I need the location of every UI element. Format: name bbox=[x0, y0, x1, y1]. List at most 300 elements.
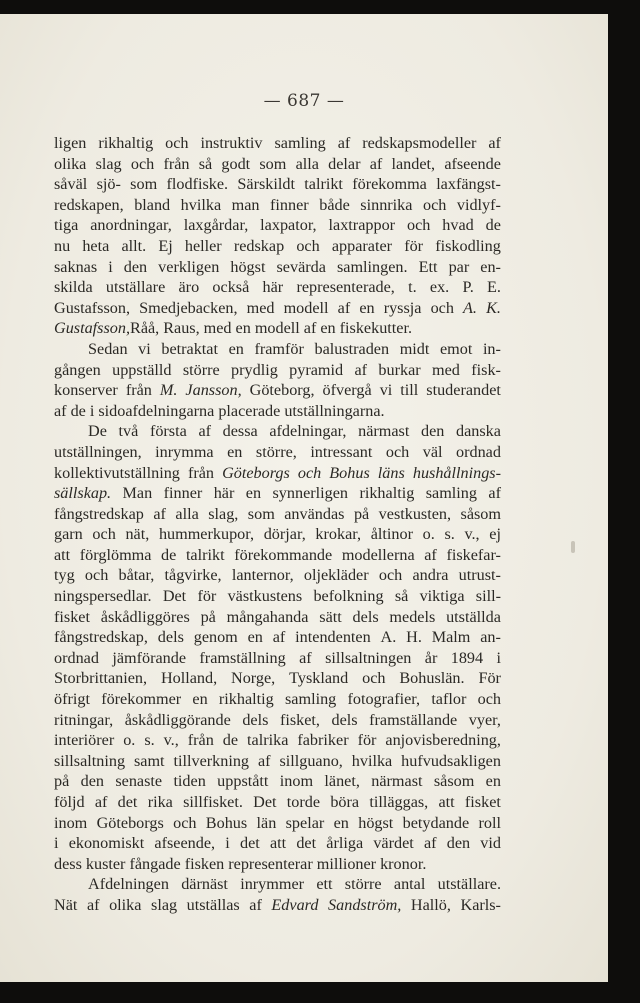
italic-word: Edvard bbox=[271, 895, 319, 914]
italic-word: läns bbox=[377, 463, 405, 482]
text-line bbox=[54, 833, 501, 854]
word: öfvergå bbox=[322, 381, 372, 400]
word: vestkusten, bbox=[378, 504, 452, 523]
text-line bbox=[54, 195, 501, 216]
word: vi bbox=[138, 339, 151, 358]
word: t. bbox=[408, 278, 417, 297]
word: de bbox=[161, 545, 177, 564]
word: prydlig bbox=[231, 360, 278, 379]
word: från bbox=[125, 381, 152, 400]
word: och bbox=[378, 566, 403, 585]
word: och bbox=[173, 813, 197, 832]
word: af bbox=[337, 298, 351, 317]
word: med bbox=[432, 360, 460, 379]
word: såsom bbox=[460, 504, 501, 523]
word: Storbrittanien, bbox=[54, 669, 148, 688]
word: sillsaltning bbox=[54, 751, 126, 770]
word: krokar, bbox=[315, 525, 362, 544]
text-line bbox=[54, 339, 501, 360]
text-line bbox=[54, 421, 501, 442]
word: ekonomiskt bbox=[68, 834, 145, 853]
word: interiörer bbox=[54, 731, 115, 750]
word: representerade, bbox=[296, 278, 395, 297]
word: godt bbox=[221, 154, 251, 173]
word: förekomma bbox=[352, 175, 427, 194]
text-line bbox=[54, 751, 501, 772]
word: Det bbox=[253, 793, 277, 811]
word: taflor bbox=[431, 690, 467, 709]
word: Råå, bbox=[130, 319, 160, 338]
italic-word: K. bbox=[486, 298, 501, 317]
word: För bbox=[478, 669, 501, 688]
word: uppstått bbox=[217, 772, 269, 791]
word: saknas bbox=[54, 257, 98, 276]
word: af bbox=[423, 834, 437, 853]
word: de bbox=[485, 216, 501, 235]
body-text bbox=[54, 133, 501, 916]
word: åltinor bbox=[370, 525, 413, 544]
word: en bbox=[333, 813, 349, 832]
word: anordningar, bbox=[90, 216, 172, 235]
word: inom bbox=[54, 813, 88, 832]
word: talrikt bbox=[185, 545, 225, 564]
word: Holland, bbox=[160, 669, 218, 688]
word: Man bbox=[122, 484, 153, 503]
word: heller bbox=[184, 236, 222, 255]
word: o. bbox=[123, 731, 136, 750]
word: dels bbox=[242, 710, 269, 729]
word: dörjar, bbox=[263, 525, 306, 544]
word: instruktiv bbox=[200, 134, 263, 152]
text-line bbox=[54, 133, 501, 154]
word: fisket, bbox=[279, 710, 320, 729]
word: hufvudsakligen bbox=[401, 751, 501, 770]
word: fabriker bbox=[297, 731, 349, 750]
word: andra bbox=[412, 566, 449, 585]
word: värdet bbox=[373, 834, 414, 853]
text-line bbox=[54, 524, 501, 545]
word: inrymmer bbox=[240, 875, 305, 894]
page-number: — 687 — bbox=[263, 91, 345, 111]
word: samling bbox=[425, 484, 477, 503]
word: antal bbox=[393, 875, 426, 894]
word: som bbox=[247, 504, 275, 523]
word: tillverkning bbox=[173, 751, 250, 770]
word: år bbox=[424, 648, 438, 667]
text-line bbox=[54, 463, 501, 484]
word: Afdelningen bbox=[88, 875, 169, 894]
word: en bbox=[245, 484, 262, 503]
word: konserver bbox=[54, 381, 118, 400]
word: i bbox=[54, 834, 59, 853]
word: laxtrappor bbox=[328, 216, 396, 235]
word: apparater bbox=[331, 236, 393, 255]
word: betraktat bbox=[161, 339, 218, 358]
italic-word: sällskap. bbox=[54, 484, 112, 503]
word: Malm bbox=[431, 628, 471, 647]
word: Norge, bbox=[231, 669, 276, 688]
word: af bbox=[198, 422, 212, 441]
word: en bbox=[192, 690, 208, 709]
word: intendenten bbox=[295, 628, 371, 647]
word: vid bbox=[480, 834, 501, 853]
word: anjovisberedning, bbox=[385, 731, 501, 750]
word: danska bbox=[456, 422, 501, 441]
word: lanternor, bbox=[231, 566, 294, 585]
text-line bbox=[54, 627, 501, 648]
word: som bbox=[259, 154, 287, 173]
word: af bbox=[249, 895, 262, 914]
word: De bbox=[88, 422, 107, 441]
word: medels bbox=[389, 607, 436, 626]
word: Ej bbox=[158, 236, 173, 255]
word: följd bbox=[54, 793, 85, 811]
word: den bbox=[446, 834, 471, 853]
word: utställare. bbox=[437, 875, 501, 894]
text-line bbox=[54, 792, 501, 813]
word: nu bbox=[54, 236, 71, 255]
word: gången bbox=[54, 360, 101, 379]
word: H. bbox=[406, 628, 422, 647]
word: till bbox=[400, 381, 419, 400]
word: emot bbox=[439, 339, 473, 358]
text-line bbox=[54, 668, 501, 689]
word: senaste bbox=[115, 772, 163, 791]
word: rikhaltig bbox=[218, 690, 274, 709]
word: ordnad bbox=[456, 442, 501, 461]
word: vi bbox=[379, 381, 393, 400]
word: fisken bbox=[184, 854, 225, 873]
word: två bbox=[118, 422, 139, 441]
word: framför bbox=[254, 339, 304, 358]
text-line bbox=[54, 689, 501, 710]
word: utställare bbox=[105, 278, 166, 297]
word: afdelningar, bbox=[269, 422, 347, 441]
word: i bbox=[108, 257, 113, 276]
word: dels bbox=[331, 710, 358, 729]
word: och bbox=[406, 216, 431, 235]
word: åskådliggörande bbox=[124, 710, 231, 729]
paper-blemish bbox=[571, 541, 575, 553]
word: såväl bbox=[54, 175, 88, 194]
word: samling bbox=[274, 134, 326, 152]
word: allt. bbox=[121, 236, 147, 255]
word: fångade bbox=[129, 854, 181, 873]
word: det bbox=[296, 834, 317, 853]
word: fisket bbox=[54, 607, 90, 626]
word: laxpator, bbox=[260, 216, 317, 235]
word: ningspersedlar. bbox=[54, 587, 152, 606]
word: fiskefar- bbox=[446, 545, 501, 564]
text-line bbox=[54, 545, 501, 566]
word: modellerna bbox=[341, 545, 415, 564]
word: burkar bbox=[378, 360, 421, 379]
word: tågvirke, bbox=[164, 566, 222, 585]
word: Göteborg, bbox=[249, 381, 315, 400]
word: pyramid bbox=[289, 360, 344, 379]
word: representerar bbox=[228, 854, 313, 873]
word: och bbox=[477, 690, 501, 709]
word: länet, bbox=[324, 772, 360, 791]
word: och bbox=[362, 669, 386, 688]
word: utrust- bbox=[458, 566, 501, 585]
word: skilda bbox=[54, 278, 93, 297]
text-line bbox=[54, 730, 501, 751]
word: Göteborgs bbox=[96, 813, 164, 832]
text-line bbox=[54, 277, 501, 298]
text-line bbox=[54, 710, 501, 731]
word: och bbox=[130, 154, 155, 173]
word: betydande bbox=[402, 813, 470, 832]
word: och bbox=[422, 195, 447, 214]
word: man bbox=[231, 195, 260, 214]
word: samt bbox=[133, 751, 165, 770]
word: af bbox=[272, 628, 286, 647]
word: väl bbox=[422, 442, 443, 461]
text-line bbox=[54, 380, 501, 401]
text-line bbox=[54, 895, 501, 916]
word: årliga bbox=[326, 834, 364, 853]
word: äro bbox=[178, 278, 200, 297]
word: af bbox=[488, 484, 501, 503]
word: laxfängst- bbox=[436, 175, 501, 194]
word: sillguano, bbox=[279, 751, 343, 770]
word: an- bbox=[480, 628, 501, 647]
word: användas bbox=[284, 504, 345, 523]
word: utställningen, bbox=[54, 442, 142, 461]
word: den bbox=[80, 772, 104, 791]
word: samlingen. bbox=[336, 257, 408, 276]
word: en bbox=[227, 442, 243, 461]
word: dess bbox=[54, 854, 82, 873]
word: och bbox=[430, 298, 454, 317]
text-line bbox=[54, 586, 501, 607]
word: öfrigt bbox=[54, 690, 90, 709]
text-line bbox=[54, 174, 501, 195]
word: ritningar, bbox=[54, 710, 114, 729]
word: framställande bbox=[369, 710, 458, 729]
word: såsom bbox=[433, 772, 475, 791]
word: in- bbox=[482, 339, 501, 358]
word: alla bbox=[175, 504, 199, 523]
word: fiskekutter. bbox=[339, 319, 413, 338]
word: redskap bbox=[233, 236, 285, 255]
word: med bbox=[203, 319, 232, 338]
text-line bbox=[54, 257, 501, 278]
word: ryssja bbox=[383, 298, 422, 317]
word: en bbox=[247, 628, 263, 647]
word: större, bbox=[255, 442, 297, 461]
word: att bbox=[54, 545, 71, 564]
word: sjö- bbox=[96, 175, 121, 194]
word: slag bbox=[95, 154, 122, 173]
word: fisket bbox=[464, 793, 501, 811]
word: hvad bbox=[442, 216, 474, 235]
word: i bbox=[89, 401, 95, 420]
word: vyer, bbox=[468, 710, 501, 729]
word: en bbox=[485, 772, 501, 791]
word: västkustens bbox=[227, 587, 303, 606]
word: uppställd bbox=[112, 360, 172, 379]
text-line bbox=[54, 154, 501, 175]
word: tiden bbox=[173, 772, 206, 791]
word: inrymma bbox=[155, 442, 214, 461]
word: dessa bbox=[222, 422, 258, 441]
word: högst bbox=[358, 813, 394, 832]
word: det bbox=[239, 834, 260, 853]
word: intressant bbox=[310, 442, 373, 461]
word: flodfiske. bbox=[166, 175, 229, 194]
word: jämförande bbox=[112, 648, 187, 667]
word: 1894 bbox=[450, 648, 484, 667]
word: af bbox=[369, 154, 383, 173]
word: en bbox=[359, 298, 375, 317]
word: Sedan bbox=[88, 339, 128, 358]
italic-word: Gustafsson, bbox=[54, 319, 131, 338]
word: utställas bbox=[186, 895, 240, 914]
word: ligen bbox=[54, 134, 87, 152]
word: roll bbox=[478, 813, 501, 832]
word: en bbox=[235, 319, 251, 338]
word: Tyskland bbox=[289, 669, 349, 688]
word: slag bbox=[151, 895, 178, 914]
word: i bbox=[225, 834, 230, 853]
word: rikhaltig bbox=[359, 484, 415, 503]
word: den bbox=[123, 257, 148, 276]
word: så bbox=[394, 587, 409, 606]
word: Raus, bbox=[163, 319, 200, 338]
word: bland bbox=[134, 195, 171, 214]
word: både bbox=[319, 195, 350, 214]
word: och bbox=[296, 236, 320, 255]
word: de bbox=[222, 731, 239, 750]
word: sillsaltningen bbox=[325, 648, 412, 667]
word: par bbox=[448, 257, 470, 276]
word: olika bbox=[109, 895, 142, 914]
word: på bbox=[353, 504, 370, 523]
word: därnäst bbox=[181, 875, 228, 894]
word: talrikt bbox=[304, 175, 343, 194]
word: sidoafdelningarna bbox=[98, 401, 215, 420]
word: också bbox=[212, 278, 250, 297]
word: v., bbox=[464, 525, 480, 544]
word: kollektivutställning bbox=[54, 463, 180, 482]
word: och bbox=[92, 525, 116, 544]
word: dels bbox=[352, 607, 379, 626]
word: så bbox=[198, 154, 213, 173]
word: garn bbox=[54, 525, 83, 544]
word: redskapsmodeller bbox=[362, 134, 477, 152]
word: för bbox=[404, 236, 424, 255]
word: från bbox=[163, 154, 190, 173]
italic-word: Jansson, bbox=[185, 381, 242, 400]
word: och bbox=[84, 566, 109, 585]
word: i bbox=[496, 648, 501, 667]
word: af bbox=[424, 545, 437, 564]
word: Ett bbox=[418, 257, 438, 276]
word: en bbox=[320, 319, 336, 338]
word: sillfisket. bbox=[183, 793, 243, 811]
word: millioner bbox=[316, 854, 377, 873]
italic-word: Göteborgs bbox=[222, 463, 290, 482]
word: rikhaltig bbox=[98, 134, 154, 152]
word: sätt bbox=[319, 607, 342, 626]
word: utställda bbox=[446, 607, 501, 626]
word: kuster bbox=[85, 854, 126, 873]
word: större bbox=[182, 360, 220, 379]
word: hvilka bbox=[351, 751, 393, 770]
word: genom bbox=[193, 628, 238, 647]
word: Bohuslän. bbox=[399, 669, 465, 688]
word: närmast bbox=[371, 772, 423, 791]
word: Gustafsson, bbox=[54, 298, 130, 317]
word: Det bbox=[162, 587, 187, 606]
word: Bohus bbox=[205, 813, 248, 832]
word: midt bbox=[399, 339, 430, 358]
text-line bbox=[54, 298, 501, 319]
book-page bbox=[0, 14, 608, 982]
word: utställningarna. bbox=[284, 401, 385, 420]
word: båtar, bbox=[118, 566, 155, 585]
word: län bbox=[256, 813, 277, 832]
word: högst bbox=[230, 257, 266, 276]
text-line bbox=[54, 236, 501, 257]
word: inom bbox=[279, 772, 314, 791]
word: Karls- bbox=[460, 895, 501, 914]
word: tilläggas, bbox=[369, 793, 429, 811]
text-line bbox=[54, 648, 501, 669]
word: laxgårdar, bbox=[183, 216, 249, 235]
word: som bbox=[130, 175, 158, 194]
text-line bbox=[54, 360, 501, 381]
word: fiskodling bbox=[435, 236, 501, 255]
text-line bbox=[54, 401, 501, 422]
word: att bbox=[438, 793, 455, 811]
word: mångahanda bbox=[226, 607, 309, 626]
word: förekommande bbox=[234, 545, 333, 564]
word: ej bbox=[489, 525, 501, 544]
word: ett bbox=[316, 875, 333, 894]
word: det bbox=[117, 793, 138, 811]
text-line bbox=[54, 504, 501, 525]
word: fisk- bbox=[471, 360, 501, 379]
word: en bbox=[228, 339, 244, 358]
word: rika bbox=[147, 793, 173, 811]
word: af bbox=[354, 360, 368, 379]
word: placerade bbox=[218, 401, 281, 420]
word: finner bbox=[270, 195, 309, 214]
word: torde bbox=[286, 793, 321, 811]
italic-word: Sandström, bbox=[328, 895, 402, 914]
word: och bbox=[385, 442, 410, 461]
word: att bbox=[269, 834, 287, 853]
word: hvilka bbox=[180, 195, 222, 214]
word: Smedjebacken, bbox=[139, 298, 238, 317]
word: befolkning bbox=[313, 587, 384, 606]
word: sill- bbox=[475, 587, 501, 606]
word: och bbox=[165, 134, 189, 152]
word: af bbox=[488, 134, 501, 152]
word: större bbox=[344, 875, 382, 894]
word: synnerligen bbox=[272, 484, 349, 503]
word: af bbox=[299, 648, 312, 667]
text-line bbox=[54, 771, 501, 792]
word: Särskildt bbox=[237, 175, 295, 194]
word: kronor. bbox=[380, 854, 427, 873]
word: heta bbox=[82, 236, 110, 255]
word: slag, bbox=[208, 504, 239, 523]
word: af bbox=[94, 793, 108, 811]
